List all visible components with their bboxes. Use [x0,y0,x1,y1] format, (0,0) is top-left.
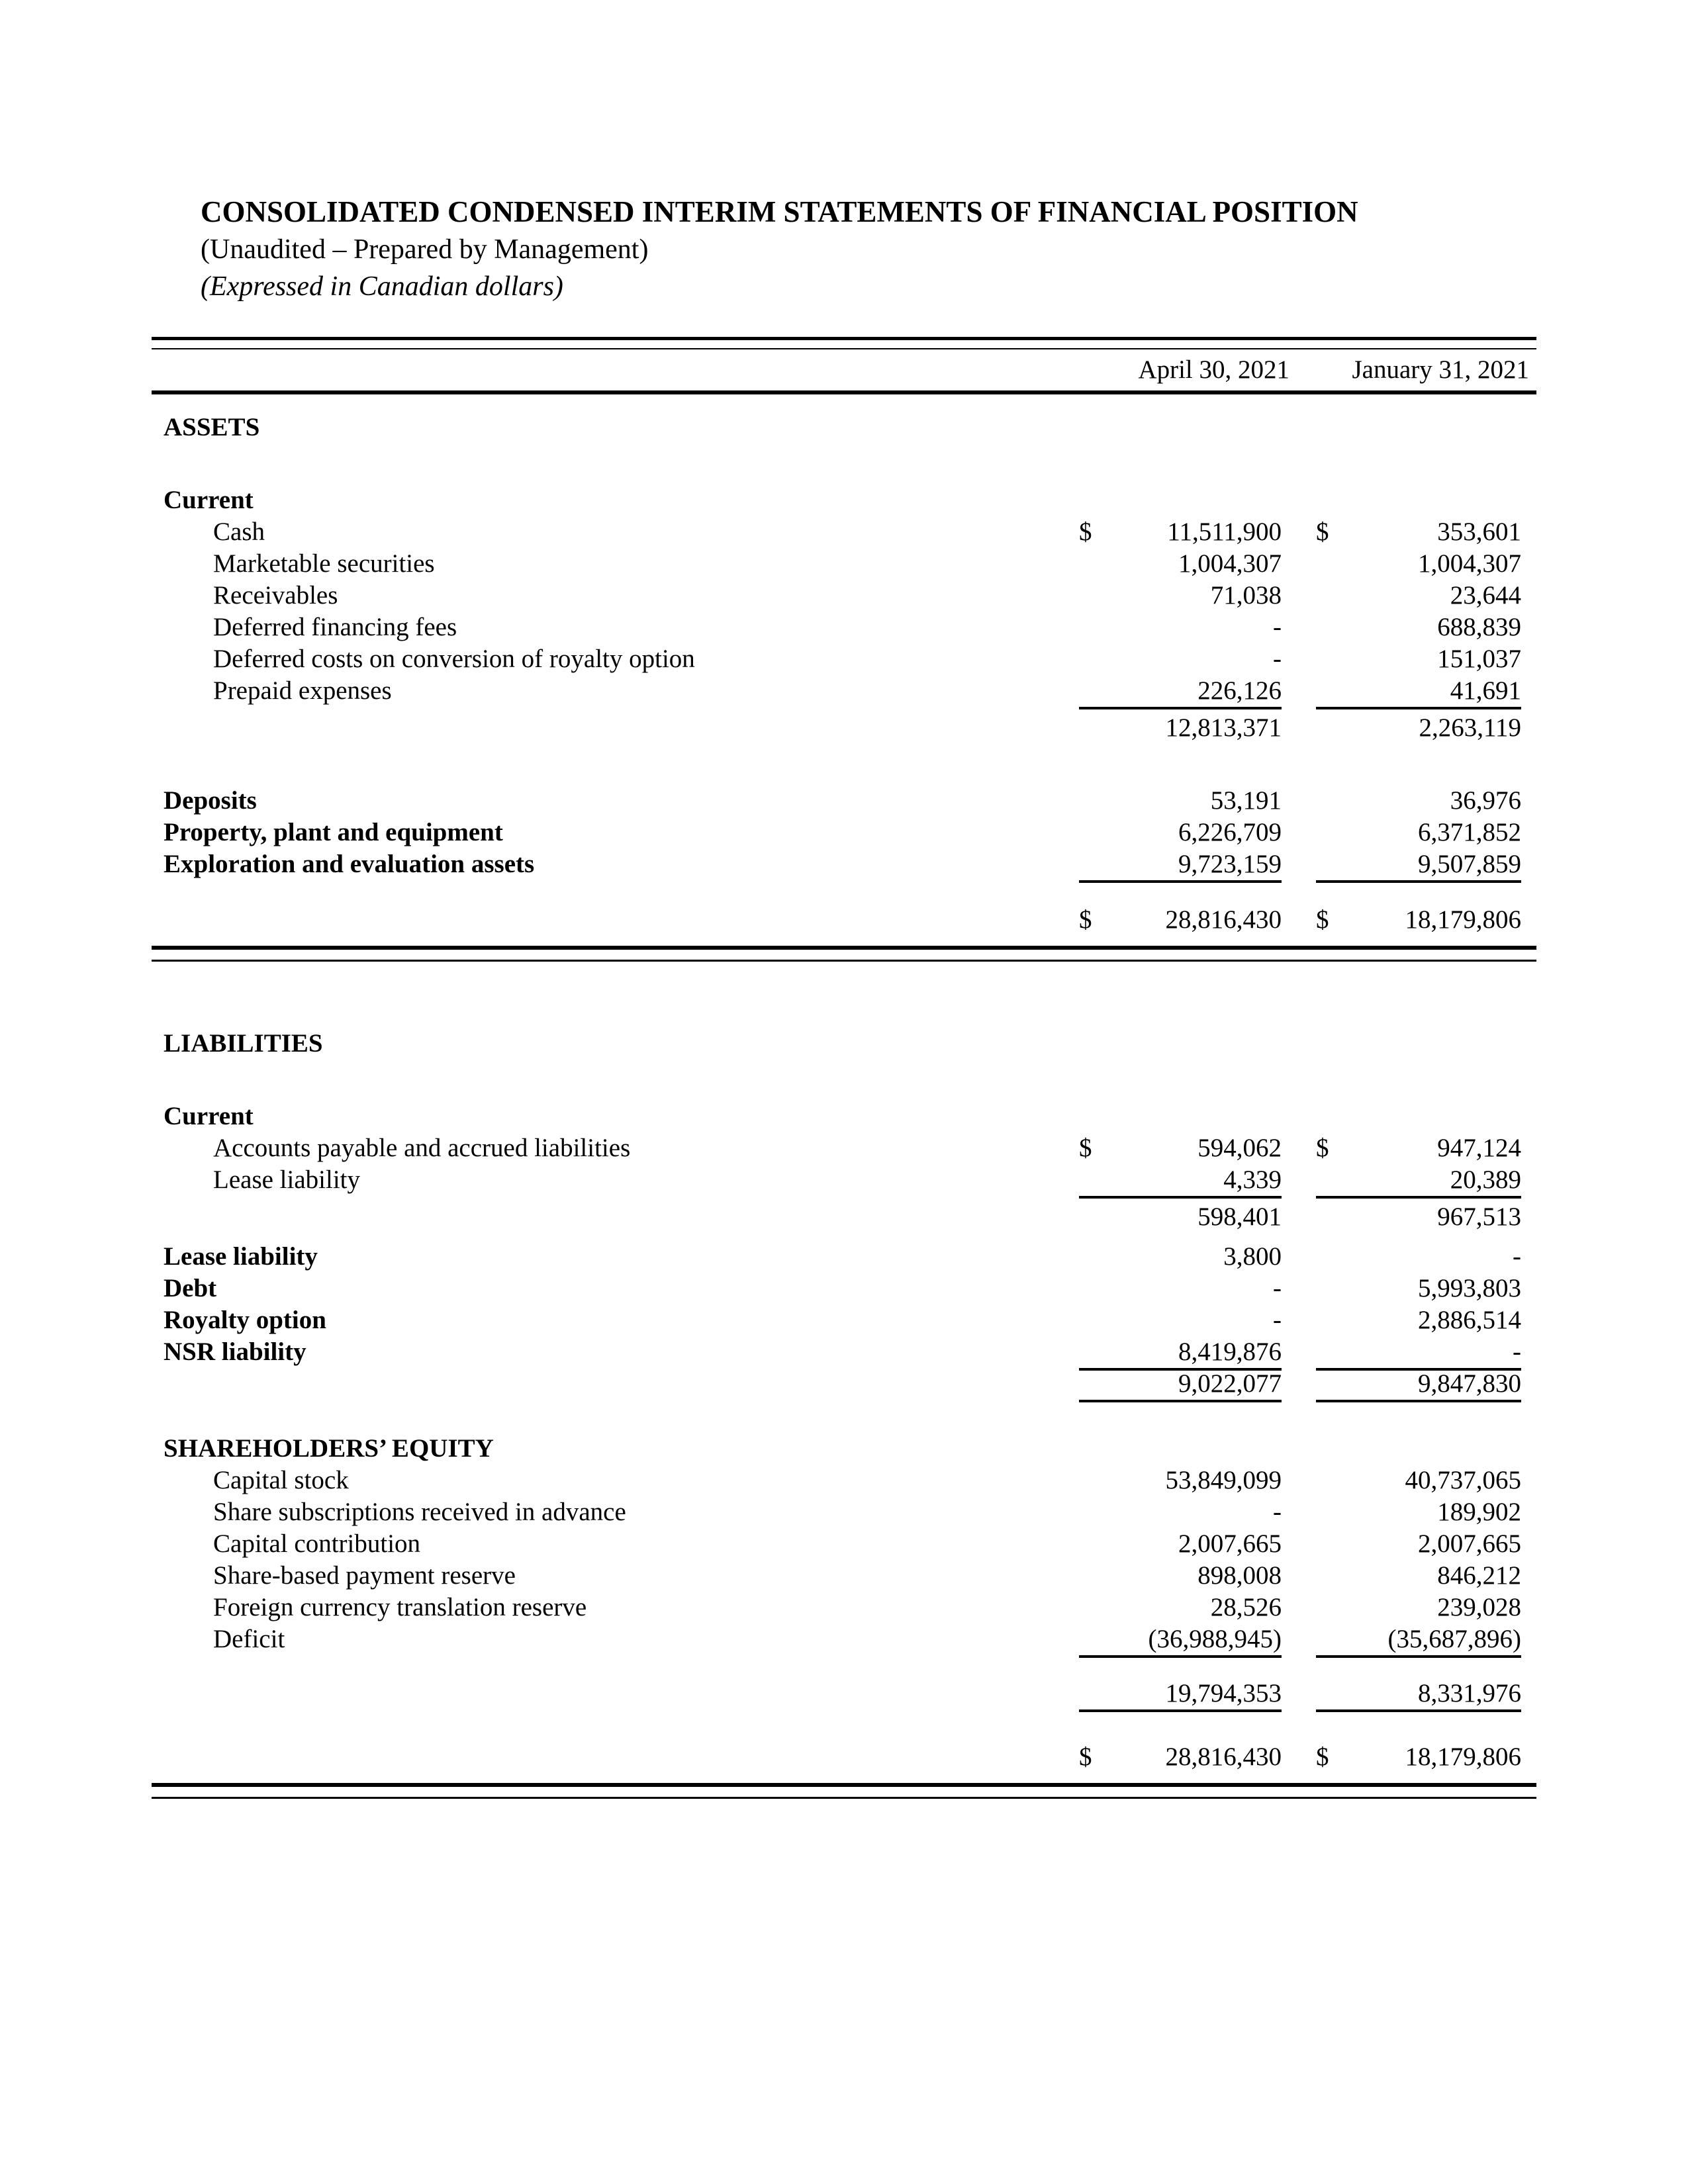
amount-cell [1316,1201,1521,1233]
amount-april-30-2021: 3,800 [1223,1242,1282,1271]
amount-april-30-2021: 28,816,430 [1165,905,1282,934]
row-subtotal [152,712,1536,744]
amount-april-30-2021: 598,401 [1197,1203,1282,1231]
amount-january-31-2021: (35,687,896) [1387,1625,1521,1653]
row-spacer [152,1233,1536,1241]
amount-cell [1079,643,1282,675]
currency-symbol: $ [1079,1134,1092,1162]
row-deficit [152,1623,1536,1655]
row-deferred-costs-on-conversion-of-royalty-option [152,643,1536,675]
amount-january-31-2021: 5,993,803 [1418,1274,1521,1302]
row-prepaid-expenses [152,675,1536,707]
row-debt [152,1273,1536,1304]
row-foreign-currency-translation-reserve [152,1592,1536,1623]
row-shareholders-equity [152,1433,1536,1465]
amount-april-30-2021: 226,126 [1197,676,1282,705]
amount-january-31-2021: 947,124 [1437,1134,1521,1162]
amount-cell [1316,612,1521,643]
row-assets [152,412,1536,443]
amount-cell [1079,1741,1282,1773]
amount-cell [1079,1368,1282,1402]
amount-cell [1316,1528,1521,1560]
amount-cell [1079,1465,1282,1496]
row-exploration-and-evaluation-assets [152,848,1536,880]
amount-cell [1079,712,1282,744]
document-subtitle-currency-note: (Expressed in Canadian dollars) [201,271,563,302]
row-property-plant-and-equipment [152,817,1536,848]
row-cash [152,516,1536,548]
row-label: Lease liability [164,1242,318,1271]
amount-january-31-2021: - [1513,1242,1521,1271]
row-royalty-option [152,1304,1536,1336]
column-header-january-31-2021: January 31, 2021 [1352,355,1529,384]
amount-april-30-2021: 28,816,430 [1165,1743,1282,1771]
amount-april-30-2021: (36,988,945) [1148,1625,1282,1653]
row-label: Deferred costs on conversion of royalty option [213,645,695,673]
row-spacer [152,744,1536,785]
amount-april-30-2021: 9,723,159 [1178,850,1282,878]
table-top-rule [152,337,1536,349]
amount-january-31-2021: 9,507,859 [1418,850,1521,878]
row-spacer [152,962,1536,1028]
amount-cell [1079,1623,1282,1658]
amount-january-31-2021: 189,902 [1437,1498,1521,1526]
document-title: CONSOLIDATED CONDENSED INTERIM STATEMENTS OF FINANCIAL POSITION [201,195,1358,228]
amount-cell [1316,1465,1521,1496]
row-label: Cash [213,518,265,546]
row-capital-contribution [152,1528,1536,1560]
amount-cell [1316,1496,1521,1528]
amount-april-30-2021: - [1273,1498,1282,1526]
row-label: Lease liability [213,1165,361,1194]
row-label: Share subscriptions received in advance [213,1498,626,1526]
amount-cell [1316,1273,1521,1304]
row-total [152,904,1536,936]
amount-january-31-2021: 18,179,806 [1405,905,1521,934]
row-label: ASSETS [164,413,260,441]
amount-cell [1079,1201,1282,1233]
row-label: Debt [164,1274,217,1302]
amount-april-30-2021: 8,419,876 [1178,1338,1282,1366]
row-label: LIABILITIES [164,1029,323,1058]
amount-cell [1079,1273,1282,1304]
row-label: Property, plant and equipment [164,818,503,846]
row-deposits [152,785,1536,817]
document-subtitle-unaudited: (Unaudited – Prepared by Management) [201,234,649,265]
amount-january-31-2021: 36,976 [1450,786,1521,815]
row-lease-liability [152,1241,1536,1273]
amount-january-31-2021: 2,263,119 [1419,713,1521,742]
currency-symbol: $ [1316,518,1329,546]
amount-cell [1316,1741,1521,1773]
amount-january-31-2021: 846,212 [1437,1561,1521,1590]
row-label: Capital stock [213,1466,349,1494]
amount-cell [1316,516,1521,548]
row-nsr-liability [152,1336,1536,1368]
amount-january-31-2021: 239,028 [1437,1593,1521,1621]
amount-cell [1316,1678,1521,1712]
amount-april-30-2021: 12,813,371 [1165,713,1282,742]
row-label: Exploration and evaluation assets [164,850,535,878]
amount-cell [1316,675,1521,709]
amount-cell [1316,643,1521,675]
row-label: Marketable securities [213,549,435,578]
amount-january-31-2021: 9,847,830 [1418,1369,1521,1398]
amount-cell [1079,1528,1282,1560]
amount-april-30-2021: 6,226,709 [1178,818,1282,846]
statement-table [152,337,1536,1799]
currency-symbol: $ [1079,518,1092,546]
amount-january-31-2021: 688,839 [1437,613,1521,641]
amount-cell [1079,848,1282,883]
row-label: Current [164,486,254,514]
currency-symbol: $ [1079,905,1092,934]
amount-cell [1316,1592,1521,1623]
column-header-cell [1324,349,1529,390]
amount-cell [1079,516,1282,548]
amount-january-31-2021: 151,037 [1437,645,1521,673]
amount-january-31-2021: 2,007,665 [1418,1529,1521,1558]
row-label: NSR liability [164,1338,306,1366]
amount-january-31-2021: 2,886,514 [1418,1306,1521,1334]
amount-cell [1316,1368,1521,1402]
amount-april-30-2021: 28,526 [1210,1593,1282,1621]
amount-cell [1079,1560,1282,1592]
amount-cell [1316,904,1521,936]
row-label: Share-based payment reserve [213,1561,516,1590]
amount-january-31-2021: 353,601 [1437,518,1521,546]
row-lease-liability [152,1164,1536,1196]
amount-cell [1079,1132,1282,1164]
amount-cell [1316,785,1521,817]
amount-april-30-2021: 53,191 [1210,786,1282,815]
amount-cell [1316,548,1521,580]
column-header-april-30-2021: April 30, 2021 [1138,355,1289,384]
amount-april-30-2021: 898,008 [1197,1561,1282,1590]
row-spacer [152,394,1536,412]
row-share-subscriptions-received-in-advance [152,1496,1536,1528]
column-headers-row [152,349,1536,390]
document-header [201,193,1524,305]
row-total [152,1741,1536,1773]
amount-april-30-2021: - [1273,1306,1282,1334]
row-subtotal [152,1678,1536,1709]
amount-cell [1079,1241,1282,1273]
amount-cell [1079,1496,1282,1528]
row-subtotal [152,1201,1536,1233]
amount-april-30-2021: 71,038 [1210,581,1282,610]
row-share-based-payment-reserve [152,1560,1536,1592]
amount-april-30-2021: 1,004,307 [1178,549,1282,578]
amount-january-31-2021: 8,331,976 [1418,1679,1521,1707]
row-deferred-financing-fees [152,612,1536,643]
row-label: Deposits [164,786,257,815]
row-label: Deferred financing fees [213,613,457,641]
currency-symbol: $ [1079,1743,1092,1771]
amount-january-31-2021: 23,644 [1450,581,1521,610]
amount-january-31-2021: 20,389 [1450,1165,1521,1194]
amount-cell [1079,1164,1282,1199]
amount-january-31-2021: 6,371,852 [1418,818,1521,846]
row-label: Capital contribution [213,1529,421,1558]
amount-april-30-2021: - [1273,645,1282,673]
amount-cell [1079,548,1282,580]
row-current [152,1101,1536,1132]
row-label: Prepaid expenses [213,676,392,705]
row-spacer [152,1060,1536,1101]
amount-april-30-2021: 4,339 [1223,1165,1282,1194]
row-label: SHAREHOLDERS’ EQUITY [164,1434,494,1463]
amount-january-31-2021: 1,004,307 [1418,549,1521,578]
amount-cell [1079,1592,1282,1623]
amount-cell [1316,1241,1521,1273]
amount-january-31-2021: 967,513 [1437,1203,1521,1231]
currency-symbol: $ [1316,905,1329,934]
amount-cell [1079,675,1282,709]
amount-cell [1079,817,1282,848]
currency-symbol: $ [1316,1134,1329,1162]
amount-cell [1316,817,1521,848]
amount-cell [1079,580,1282,612]
row-label: Receivables [213,581,338,610]
amount-cell [1079,612,1282,643]
amount-cell [1316,1132,1521,1164]
amount-cell [1316,1336,1521,1371]
amount-cell [1079,1678,1282,1712]
amount-april-30-2021: 11,511,900 [1167,518,1282,546]
amount-january-31-2021: 41,691 [1450,676,1521,705]
amount-april-30-2021: 9,022,077 [1178,1369,1282,1398]
row-accounts-payable-and-accrued-liabilities [152,1132,1536,1164]
amount-cell [1316,1304,1521,1336]
amount-cell [1316,1164,1521,1199]
amount-april-30-2021: 53,849,099 [1165,1466,1282,1494]
row-spacer [152,443,1536,484]
amount-cell [1079,1336,1282,1371]
amount-january-31-2021: 18,179,806 [1405,1743,1521,1771]
amount-january-31-2021: - [1513,1338,1521,1366]
row-label: Accounts payable and accrued liabilities [213,1134,631,1162]
row-label: Foreign currency translation reserve [213,1593,587,1621]
row-marketable-securities [152,548,1536,580]
row-label: Royalty option [164,1306,326,1334]
row-capital-stock [152,1465,1536,1496]
amount-april-30-2021: - [1273,613,1282,641]
amount-april-30-2021: 19,794,353 [1165,1679,1282,1707]
amount-cell [1316,580,1521,612]
row-amounts [152,1368,1536,1400]
row-current [152,484,1536,516]
amount-april-30-2021: 2,007,665 [1178,1529,1282,1558]
amount-april-30-2021: - [1273,1274,1282,1302]
section-total-rule [152,946,1536,962]
row-label: Current [164,1102,254,1130]
amount-cell [1079,904,1282,936]
row-receivables [152,580,1536,612]
amount-january-31-2021: 40,737,065 [1405,1466,1521,1494]
amount-cell [1316,1560,1521,1592]
row-spacer [152,1400,1536,1433]
amount-april-30-2021: 594,062 [1197,1134,1282,1162]
currency-symbol: $ [1316,1743,1329,1771]
row-label: Deficit [213,1625,285,1653]
amount-cell [1316,712,1521,744]
row-liabilities [152,1028,1536,1060]
column-header-cell [1087,349,1289,390]
amount-cell [1079,1304,1282,1336]
statement-rows [152,394,1536,1799]
amount-cell [1316,1623,1521,1658]
amount-cell [1316,848,1521,883]
amount-cell [1079,785,1282,817]
section-total-rule [152,1783,1536,1799]
